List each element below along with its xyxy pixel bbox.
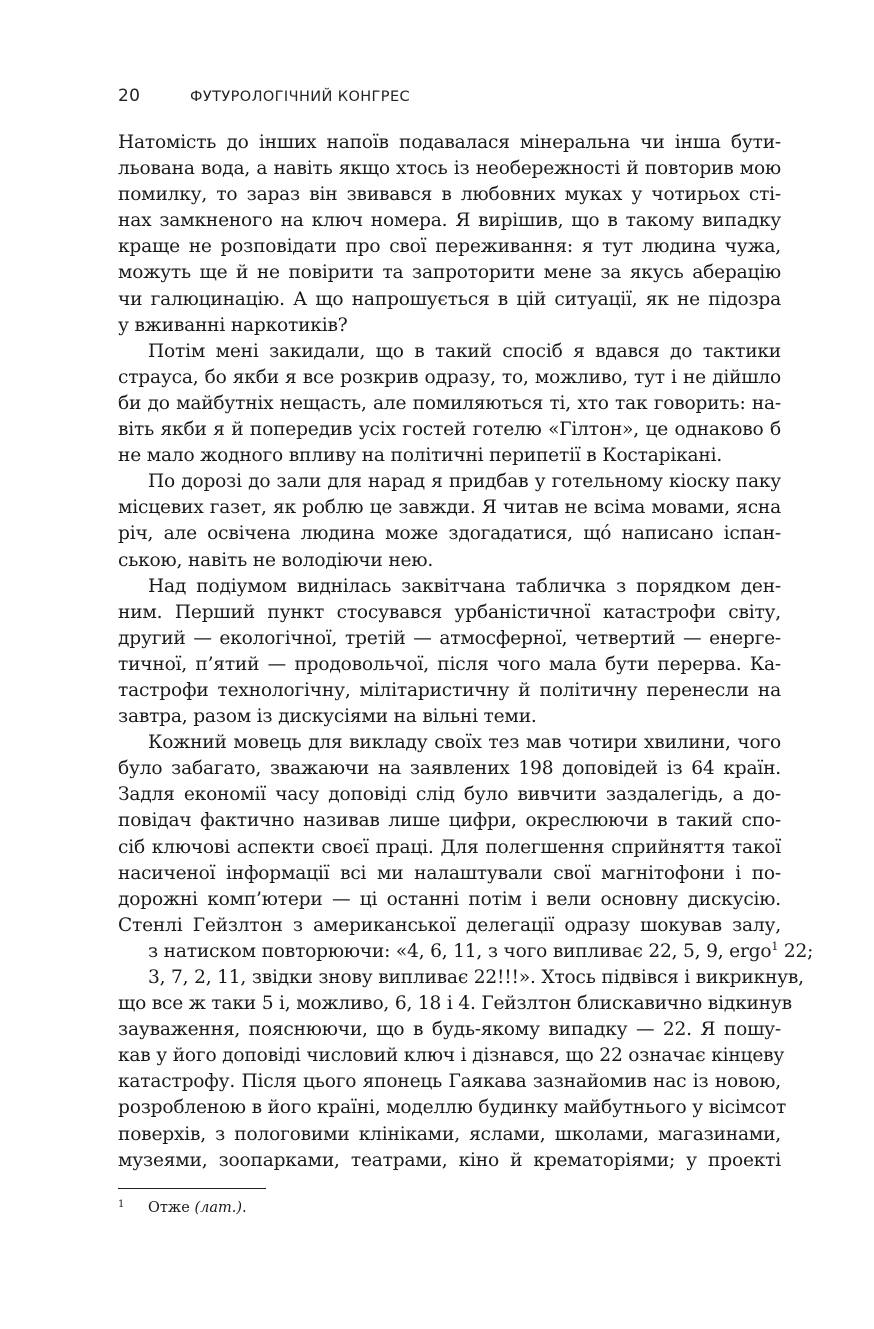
- paragraph-line: дорожні комп’ютери — ці останні потім і вели основну дискусію.: [118, 888, 781, 910]
- footnote-text: Отже (лат.).: [148, 1200, 247, 1216]
- paragraph-line: що все ж таки 5 і, можливо, 6, 18 і 4. Гейзлтон блискавично відкинув: [118, 993, 792, 1015]
- paragraph-2: [118, 339, 781, 469]
- paragraph-line: річ, але освічена людина може здогадатися, що́ написано іспан-: [118, 523, 781, 545]
- book-title: ФУТУРОЛОГІЧНИЙ КОНГРЕС: [190, 89, 411, 105]
- footnote: [118, 1198, 247, 1218]
- book-page: [118, 0, 814, 1329]
- paragraph-line: 3, 7, 2, 11, звідки знову випливає 22!!!». Хтось підвівся і викрикнув,: [148, 967, 804, 988]
- paragraph-line: ним. Перший пункт стосувався урбаністичної катастрофи світу,: [118, 601, 781, 623]
- paragraph-line: По дорозі до зали для нарад я придбав у готельному кіоску паку: [148, 471, 781, 493]
- paragraph-line: тастрофи технологічну, мілітаристичну й політичну перенесли на: [118, 679, 781, 701]
- footnote-reference[interactable]: 1: [771, 939, 779, 953]
- paragraph-line: Потім мені закидали, що в такий спосіб я вдався до тактики: [148, 340, 781, 362]
- body-text: [118, 130, 814, 1174]
- paragraph-line: віть якби я й попередив усіх гостей готелю «Гілтон», це однаково б: [118, 419, 781, 441]
- paragraph-line: страуса, бо якби я все розкрив одразу, то, можливо, тут і не дійшло: [118, 366, 781, 388]
- paragraph-1: [118, 130, 781, 339]
- paragraph-5: [118, 730, 814, 1174]
- paragraph-line: нах замкненого на ключ номера. Я вирішив, що в такому випадку: [118, 210, 781, 232]
- paragraph-line: кав у його доповіді числовий ключ і дізнався, що 22 означає кінцеву: [118, 1045, 785, 1067]
- paragraph-line: Кожний мовець для викладу своїх тез мав чотири хвилини, чого: [148, 732, 781, 754]
- paragraph-line: помилку, то зараз він звивався в любовних муках у чотирьох сті-: [118, 184, 781, 206]
- paragraph-line: повідач фактично називав лише цифри, окреслюючи в такий спо-: [118, 810, 781, 832]
- paragraph-line: Стенлі Гейзлтон з американської делегації одразу шокував залу,: [118, 914, 781, 936]
- paragraph-line: можуть ще й не повірити та запроторити мене за якусь аберацію: [118, 262, 781, 284]
- page-number: 20: [118, 86, 141, 106]
- paragraph-line: Над подіумом виднілась заквітчана табличка з порядком ден-: [148, 575, 781, 597]
- paragraph-line: сіб ключові аспекти своєї праці. Для полегшення сприйняття такої: [118, 836, 781, 858]
- paragraph-line: тичної, п’ятий — продовольчої, після чого мала бути перерва. Ка-: [118, 653, 781, 675]
- paragraph-line: льована вода, а навіть якщо хтось із необережності й повторив мою: [118, 158, 781, 180]
- paragraph-line: у вживанні наркотиків?: [118, 314, 348, 336]
- paragraph-line: поверхів, з пологовими клініками, яслами, школами, магазинами,: [118, 1123, 781, 1145]
- paragraph-line: розробленою в його країні, моделлю будинку майбутнього у вісімсот: [118, 1097, 787, 1119]
- paragraph-line: не мало жодного впливу на політичні перипетії в Костарікані.: [118, 445, 723, 467]
- paragraph-line: музеями, зоопарками, театрами, кіно й крематоріями; у проекті: [118, 1149, 781, 1171]
- footnote-mark: 1: [118, 1199, 125, 1210]
- paragraph-line: насиченої інформації всі ми налаштували свої магнітофони і по-: [118, 862, 781, 884]
- paragraph-line: краще не розповідати про свої переживання: я тут людина чужа,: [118, 236, 781, 258]
- paragraph-line: завтра, разом із дискусіями на вільні теми.: [118, 706, 537, 728]
- running-head: [118, 86, 410, 106]
- footnote-divider: [118, 1188, 266, 1189]
- paragraph-4: [118, 574, 781, 731]
- paragraph-line: Задля економії часу доповіді слід було вивчити заздалегідь, а до-: [118, 784, 781, 806]
- paragraph-line: місцевих газет, як роблю це завжди. Я читав не всіма мовами, ясна: [118, 497, 781, 519]
- paragraph-line: другий — екологічної, третій — атмосферної, четвертий — енерге-: [118, 627, 781, 649]
- paragraph-line: чи галюцинацію. А що напрошується в цій ситуації, як не підозра: [118, 288, 781, 310]
- paragraph-line: було забагато, зважаючи на заявлених 198 доповідей із 64 країн.: [118, 758, 781, 780]
- paragraph-line: з натиском повторюючи: «4, 6, 11, з чого випливає 22, 5, 9, ergo$^1$ 22;: [148, 939, 814, 962]
- paragraph-line: би до майбутніх нещасть, але помиляються ті, хто так говорить: на-: [118, 392, 781, 414]
- paragraph-line: зауваження, пояснюючи, що в будь-якому випадку — 22. Я пошу-: [118, 1019, 781, 1041]
- paragraph-line: ською, навіть не володіючи нею.: [118, 549, 434, 571]
- paragraph-line: Натомість до інших напоїв подавалася мінеральна чи інша бути-: [118, 132, 781, 153]
- paragraph-3: [118, 469, 781, 573]
- paragraph-line: катастрофу. Після цього японець Гаякава зазнайомив нас із новою,: [118, 1071, 781, 1093]
